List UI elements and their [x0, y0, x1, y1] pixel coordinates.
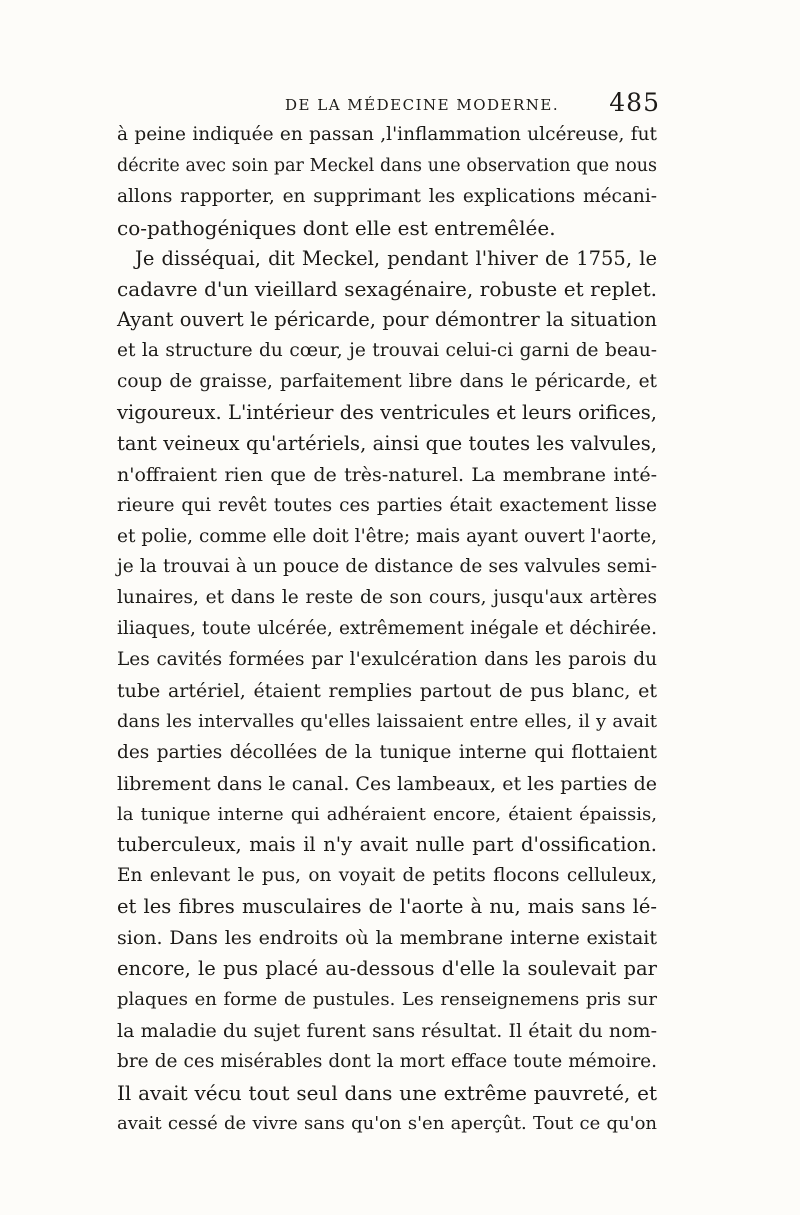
running-title: DE LA MÉDECINE MODERNE. — [285, 96, 560, 114]
text-line: n'offraient rien que de très-naturel. La membrane inté- — [117, 463, 657, 486]
text-line: je la trouvai à un pouce de distance de ses valvules semi- — [117, 556, 657, 578]
text-line: la maladie du sujet furent sans résultat. Il était du nom- — [117, 1019, 657, 1042]
text-line: et la structure du cœur, je trouvai celui-ci garni de beau- — [117, 340, 657, 362]
text-line: co-pathogéniques dont elle est entremêlée. — [117, 215, 556, 240]
text-line: Ayant ouvert le péricarde, pour démontrer la situation — [117, 308, 657, 332]
text-line: cadavre d'un vieillard sexagénaire, robuste et replet. — [117, 277, 657, 302]
text-line: tuberculeux, mais il n'y avait nulle part d'ossification. — [117, 833, 657, 857]
text-line: bre de ces misérables dont la mort efface toute mémoire. — [117, 1050, 657, 1072]
text-line: iliaques, toute ulcérée, extrêmement inégale et déchirée. — [117, 618, 657, 640]
text-line: vigoureux. L'intérieur des ventricules et leurs orifices, — [117, 401, 657, 425]
text-line: et les fibres musculaires de l'aorte à nu, mais sans lé- — [117, 895, 657, 919]
text-line: lunaires, et dans le reste de son cours, jusqu'aux artères — [117, 587, 657, 609]
body-text — [117, 120, 657, 1139]
text-line: tube artériel, étaient remplies partout de pus blanc, et — [117, 680, 657, 703]
text-line: des parties décollées de la tunique interne qui flottaient — [117, 741, 657, 763]
text-line: décrite avec soin par Meckel dans une observation que nous — [117, 155, 657, 176]
text-line: librement dans le canal. Ces lambeaux, et les parties de — [117, 772, 657, 795]
text-line: encore, le pus placé au-dessous d'elle la soulevait par — [117, 957, 657, 981]
text-line: et polie, comme elle doit l'être; mais ayant ouvert l'aorte, — [117, 525, 657, 547]
text-line: dans les intervalles qu'elles laissaient entre elles, il y avait — [117, 710, 657, 732]
text-line: Il avait vécu tout seul dans une extrême pauvreté, et — [117, 1080, 657, 1105]
text-line: Les cavités formées par l'exulcération dans les parois du — [117, 649, 657, 671]
text-line: sion. Dans les endroits où la membrane interne existait — [117, 927, 657, 950]
text-line: avait cessé de vivre sans qu'on s'en aperçût. Tout ce qu'on — [117, 1112, 657, 1134]
text-line: Je disséquai, dit Meckel, pendant l'hiver de 1755, le — [135, 246, 657, 270]
text-line: à peine indiquée en passan ,l'inflammation ulcéreuse, fut — [117, 124, 657, 145]
text-line: tant veineux qu'artériels, ainsi que toutes les valvules, — [117, 431, 657, 455]
text-line: plaques en forme de pustules. Les renseignemens pris sur — [117, 988, 657, 1010]
text-line: coup de graisse, parfaitement libre dans le péricarde, et — [117, 371, 657, 393]
text-line: En enlevant le pus, on voyait de petits flocons celluleux, — [117, 865, 657, 887]
text-line: la tunique interne qui adhéraient encore, étaient épaissis, — [117, 803, 657, 825]
text-line: allons rapporter, en supprimant les explications mécani- — [117, 185, 657, 207]
text-line: rieure qui revêt toutes ces parties était exactement lisse — [117, 494, 657, 516]
page-number: 485 — [609, 88, 660, 117]
